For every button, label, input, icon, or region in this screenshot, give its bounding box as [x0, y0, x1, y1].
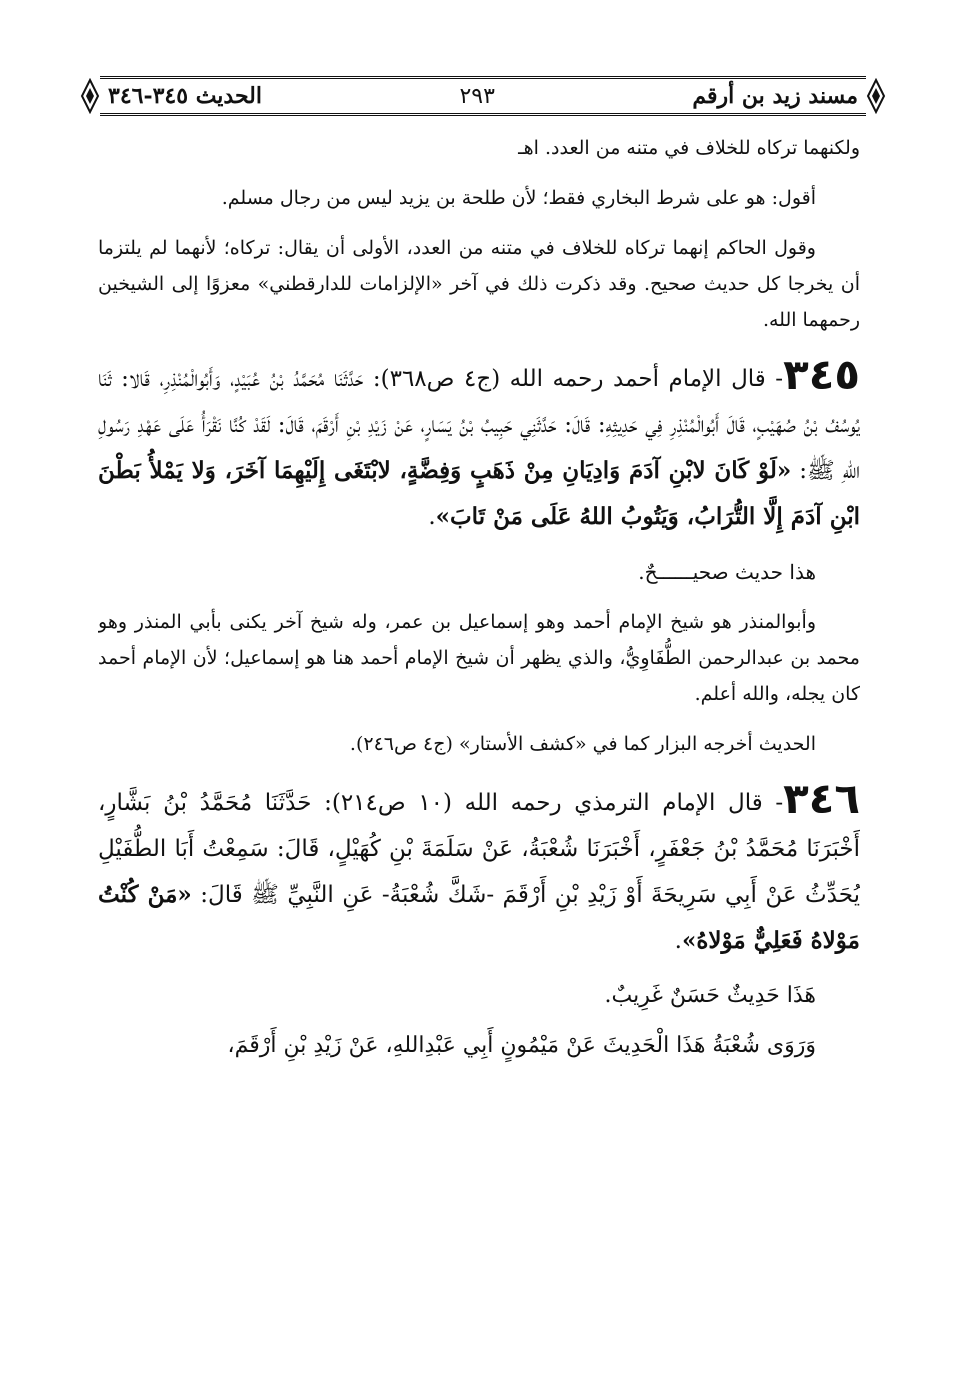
hadith-number: ٣٤٦ — [783, 774, 860, 823]
page-number: ٢٩٣ — [459, 83, 495, 109]
paragraph-continuation-bottom: وَرَوَى شُعْبَةُ هَذَا الْحَدِيثَ عَنْ مَيْمُونٍ أَبِي عَبْدِاللهِ، عَنْ زَيْدِ بْنِ أَرْقَمَ، — [227, 1033, 816, 1058]
hadith-isnad: - قال الإمام أحمد رحمه الله (ج٤ ص٣٦٨): حَدَّثَنَا مُحَمَّدُ بْنُ عُبَيْدٍ، وَأَبُوالْمُنْذِرِ، قَالا: ثَنَا يُوسُفُ بْنُ صُهَيْبٍ، قَالَ أَبُوالْمُنْذِرِ فِي حَدِيثِهِ: قَالَ: حَدَّثَنِي حَبِيبُ بْنُ يَسَارٍ، عَنْ زَيْدِ بْنِ أَرْقَمَ، قَالَ: لَقَدْ كُنَّا نَقْرَأُ عَلَى عَهْدِ رَسُولِ اللهِ ﷺ: — [98, 366, 860, 484]
paragraph-comment: أقول: هو على شرط البخاري فقط؛ لأن طلحة بن يزيد ليس من رجال مسلم. — [221, 187, 816, 209]
hadith-grade: هذا حديث صحيــــــحٌ. — [638, 560, 816, 584]
hadith-number: ٣٤٥ — [783, 350, 860, 399]
hadith-matn: «لَوْ كَانَ لابْنِ آدَمَ وَادِيَانِ مِنْ ذَهَبٍ وَفِضَّةٍ، لابْتَغَى إِلَيْهِمَا آخَرَ، وَلا يَمْلأُ بَطْنَ ابْنِ آدَمَ إِلَّا التُّرَابُ، وَيَتُوبُ اللهُ عَلَى مَنْ تَابَ» — [98, 457, 860, 530]
ornament-left-icon — [78, 78, 102, 114]
hadith-range: الحديث ٣٤٥-٣٤٦ — [108, 83, 262, 109]
hadith-isnad: - قال الإمام الترمذي رحمه الله (١٠ ص٢١٤): حَدَّثَنَا مُحَمَّدُ بْنُ بَشَّارٍ، أَخْبَرَنَا مُحَمَّدُ بْنُ جَعْفَرٍ، أَخْبَرَنَا شُعْبَةُ، عَنْ سَلَمَةَ بْنِ كُهَيْلٍ، قَالَ: سَمِعْتُ أَبَا الطُّفَيْلِ يُحَدِّثُ عَنْ أَبِي سَرِيحَةَ أَوْ زَيْدِ بْنِ أَرْقَمَ -شَكَّ شُعْبَةُ- عَنِ النَّبِيِّ ﷺ قَالَ: — [98, 790, 860, 908]
hadith-345 — [98, 352, 860, 540]
paragraph-note: وأبوالمنذر هو شيخ الإمام أحمد وهو إسماعيل بن عمر، وله شيخ آخر يكنى بأبي المنذر وهو محمد بن عبدالرحمن الطُّفَاوِيُّ، والذي يظهر أن شيخ الإمام أحمد هنا هو إسماعيل؛ لأن الإمام أحمد كان يجله، والله أعلم. — [98, 611, 860, 705]
hadith-matn: «مَنْ كُنْتُ مَوْلاهُ فَعَلِيٌّ مَوْلاهُ» — [98, 881, 860, 954]
paragraph-continuation: ولكنهما تركاه للخلاف في متنه من العدد. اهـ — [518, 137, 860, 159]
hadith-end: . — [428, 504, 436, 530]
hadith-end: . — [674, 928, 682, 954]
hadith-346 — [98, 776, 860, 964]
hadith-grade: هَذَا حَدِيثٌ حَسَنٌ غَرِيبٌ. — [604, 983, 816, 1008]
page-body — [98, 130, 860, 1370]
running-header — [78, 72, 888, 120]
book-title: مسند زيد بن أرقم — [692, 83, 858, 109]
ornament-right-icon — [864, 78, 888, 114]
paragraph-hakim: وقول الحاكم إنهما تركاه للخلاف في متنه من العدد، الأولى أن يقال: تركاه؛ لأنهما لم يلتزما أن يخرجا كل حديث صحيح. وقد ذكرت ذلك في آخر «الإلزامات للدارقطني» معزوًا إلى الشيخين رحمهما الله. — [98, 237, 860, 331]
paragraph-takhrij: الحديث أخرجه البزار كما في «كشف الأستار» (ج٤ ص٢٤٦). — [349, 733, 816, 755]
